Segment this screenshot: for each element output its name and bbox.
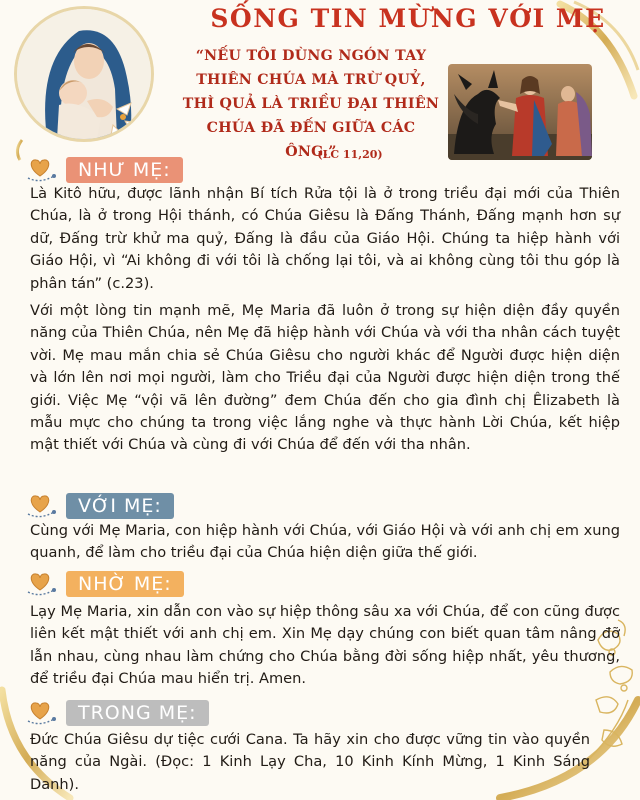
jesus-exorcism-image: [448, 64, 592, 160]
paragraph: Với một lòng tin mạnh mẽ, Mẹ Maria đã luôn ở trong sự hiện diện đầy quyền năng của Thiên Chúa, nên Mẹ đã hiệp hành với Chúa và với tha nhân cách tuyệt vời. Mẹ mau mắn chia sẻ Chúa Giêsu cho người khác để Người được hiện diện và lớn lên nơi mọi người, làm cho Triều đại của Người được hiện diện trong thế giới. Việc Mẹ “vội vã lên đường” đem Chúa đến cho gia đình chị Êlizabeth là mẫu mực cho chúng ta trong việc lắng nghe và thực hành Lời Chúa, kết hiệp mật thiết với Chúa và cùng đi với Chúa để đến với tha nhân.: [30, 302, 620, 454]
section-label: TRONG MẸ:: [66, 700, 209, 726]
paragraph: Đức Chúa Giêsu dự tiệc cưới Cana. Ta hãy xin cho được vững tin vào quyền năng của Ngài. (Đọc: 1 Kinh Lạy Cha, 10 Kinh Kính Mừng, 1 Kinh Sáng Danh).: [30, 731, 590, 793]
mary-child-image: [14, 6, 154, 142]
paragraph: Cùng với Mẹ Maria, con hiệp hành với Chúa, với Giáo Hội và với anh chị em xung quanh, để làm cho triều đại của Chúa hiện diện giữa thế giới.: [30, 522, 620, 562]
section-label: NHỜ MẸ:: [66, 571, 184, 597]
heart-rosary-icon: [26, 156, 66, 184]
heart-rosary-icon: [26, 570, 66, 598]
page-title: SỐNG TIN MỪNG VỚI MẸ: [210, 4, 606, 33]
paragraph: Là Kitô hữu, được lãnh nhận Bí tích Rửa tội là ở trong triều đại mới của Thiên Chúa, là ở trong Hội thánh, có Chúa Giêsu là Đấng Thánh, Đấng mạnh hơn sự dữ, Đấng trừ khử ma quỷ, Đấng là đầu của Giáo Hội. Chúng ta hiệp hành với Giáo Hội, vì “Ai không đi với tôi là chống lại tôi, và ai không cùng tôi thu góp là phân tán” (c.23).: [30, 185, 620, 292]
paragraph: Lạy Mẹ Maria, xin dẫn con vào sự hiệp thông sâu xa với Chúa, để con cũng được liên kết mật thiết với anh chị em. Xin Mẹ dạy chúng con biết quan tâm nâng đỡ lẫn nhau, cùng nhau làm chứng cho Chúa bằng đời sống hiệp nhất, yêu thương, để triều đại Chúa mau hiển trị. Amen.: [30, 603, 620, 688]
scripture-reference: (LC 11,20): [317, 148, 383, 161]
scripture-quote: “NẾU TÔI DÙNG NGÓN TAY THIÊN CHÚA MÀ TRỪ QUỶ, THÌ QUẢ LÀ TRIỀU ĐẠI THIÊN CHÚA ĐÃ ĐẾN GIỮA CÁC ÔNG.”: [182, 48, 440, 160]
section-label: VỚI MẸ:: [66, 493, 174, 519]
section-label: NHƯ MẸ:: [66, 157, 183, 183]
heart-rosary-icon: [26, 492, 66, 520]
heart-rosary-icon: [26, 699, 66, 727]
